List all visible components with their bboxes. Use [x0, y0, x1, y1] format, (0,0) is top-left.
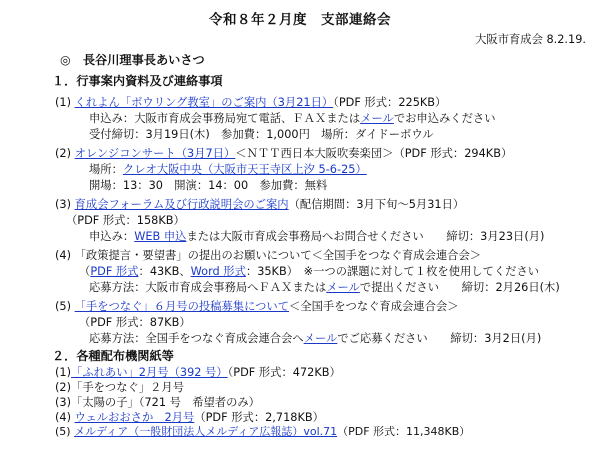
item-period-info: （配信期間：3月下旬～5月31日）	[288, 198, 465, 211]
section1-item-5-apply: 応募方法：全国手をつなぐ育成会連合会へメールでご応募ください 締切：3月2日(月)	[89, 332, 542, 345]
section1-item-5-file: （PDF 形式：87KB）	[79, 316, 191, 329]
section1-item-1	[55, 96, 446, 110]
venue-link[interactable]: クレオ大阪中央（大阪市天王寺区上汐 5-6-25）	[122, 163, 367, 176]
forum-link[interactable]: 育成会フォーラム及び行政説明会のご案内	[74, 198, 289, 211]
item-number: (4)	[55, 411, 72, 424]
greeting-heading: ◎ 長谷川理事長あいさつ	[60, 53, 205, 67]
section2-heading: ２．各種配布機関紙等	[52, 349, 174, 363]
item-text: 「太陽の子」（721 号 希望者のみ）	[71, 396, 260, 409]
section1-item-3	[55, 198, 464, 212]
section2-item-3	[55, 396, 260, 410]
tewotsunagu-submission-link[interactable]: 「手をつなぐ」６月号の投稿募集について	[74, 300, 290, 313]
bowling-event-link[interactable]: くれよん「ボウリング教室」のご案内（3月21日）	[74, 96, 334, 109]
item-file-info: （PDF 形式：2,718KB）	[194, 411, 324, 424]
pdf-link[interactable]: PDF 形式	[90, 265, 139, 278]
section1-item-2	[55, 147, 512, 161]
web-apply-link[interactable]: WEB 申込	[134, 230, 187, 243]
item-number: (2)	[55, 381, 72, 394]
email-link[interactable]: メール	[303, 332, 338, 345]
section2-item-4	[55, 411, 324, 425]
section1-item-3-apply: 申込み：WEB 申込または大阪市育成会事務局へお問合せください 締切：3月23日(月)	[89, 230, 545, 243]
section1-item-2-venue: 場所：クレオ大阪中央（大阪市天王寺区上汐 5-6-25）	[89, 163, 367, 176]
section1-heading: １．行事案内資料及び連絡事項	[52, 74, 223, 88]
item-file-info: （PDF 形式：11,348KB）	[337, 425, 471, 438]
section2-item-1	[55, 366, 341, 380]
word-link[interactable]: Word 形式	[190, 265, 246, 278]
orange-concert-link[interactable]: オレンジコンサート（3月7日）	[74, 147, 236, 160]
item-file-info: ＜ＮＴＴ西日本大阪吹奏楽団＞（PDF 形式：294KB）	[235, 147, 513, 160]
section1-item-1-apply: 申込み：大阪市育成会事務局宛て電話、ＦＡＸまたはメールでお申込みください	[89, 112, 496, 125]
section1-item-1-details: 受付締切：3月19日(木) 参加費：1,000円 場所：ダイドーボウル	[89, 128, 434, 141]
item-number: (4)	[55, 249, 72, 262]
item-file-info: （PDF 形式：225KB）	[333, 96, 447, 109]
fureai-link[interactable]: 「ふれあい」2月号（392 号）	[71, 366, 228, 379]
section2-item-2	[55, 381, 184, 395]
section1-item-5	[55, 300, 459, 314]
organization-date: 大阪市育成会 8.2.19.	[475, 33, 586, 46]
item-text: 「政策提言・要望書」の提出のお願いについて＜全国手をつなぐ育成会連合会＞	[74, 249, 482, 262]
item-number: (3)	[55, 396, 72, 409]
well-osaka-link[interactable]: ウェルおおさか 2月号	[74, 411, 195, 424]
meldia-link[interactable]: メルディア（一般財団法人メルディア広報誌）vol.71	[74, 425, 338, 438]
email-link[interactable]: メール	[326, 281, 360, 294]
item-number: (1)	[55, 366, 72, 379]
item-org-info: ＜全国手をつなぐ育成会連合会＞	[289, 300, 459, 313]
item-number: (3)	[55, 198, 72, 211]
item-number: (5)	[55, 300, 72, 313]
item-file-info: （PDF 形式：472KB）	[227, 366, 341, 379]
section1-item-2-details: 開場：13：30 開演：14：00 参加費：無料	[89, 179, 328, 192]
section2-item-5	[55, 426, 470, 438]
page-title: 令和８年２月度 支部連絡会	[209, 12, 391, 28]
item-number: (5)	[55, 425, 71, 438]
section1-item-4-files: （PDF 形式：43KB、Word 形式：35KB） ※一つの課題に対して１枚を使用してください	[79, 265, 540, 278]
item-text: 「手をつなぐ」２月号	[71, 381, 184, 394]
section1-item-3-file: （PDF 形式：158KB）	[66, 214, 185, 227]
section1-item-4-apply: 応募方法：大阪市育成会事務局へＦＡＸまたはメールで提出ください 締切：2月26日(木)	[89, 281, 560, 294]
item-number: (2)	[55, 147, 72, 160]
section1-item-4	[55, 249, 481, 263]
item-number: (1)	[55, 96, 72, 109]
email-link[interactable]: メール	[360, 112, 394, 125]
